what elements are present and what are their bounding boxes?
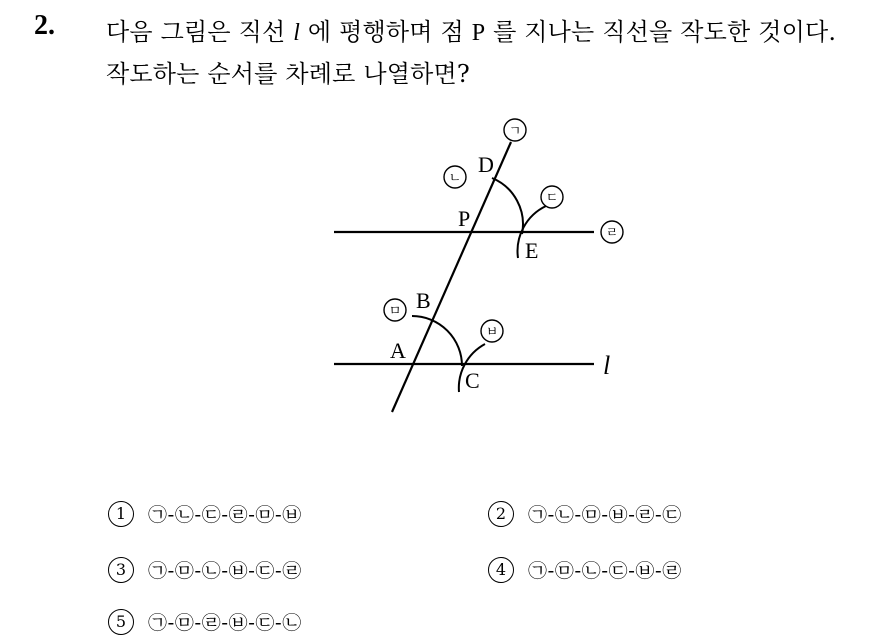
step-marker-b — [481, 320, 503, 342]
step-marker-d — [541, 186, 563, 208]
arc-at-a — [412, 316, 462, 366]
option-3-number: 3 — [108, 557, 134, 583]
point-e-label: E — [525, 238, 539, 263]
step-marker-n-text: ㄴ — [448, 170, 462, 185]
point-p-label: P — [458, 206, 471, 231]
point-b-label: B — [416, 288, 431, 313]
option-2-number: 2 — [488, 501, 514, 527]
step-marker-d-text: ㄷ — [545, 190, 559, 205]
point-c-label: C — [465, 368, 480, 393]
option-5-number: 5 — [108, 609, 134, 635]
line-l-label: l — [603, 351, 611, 380]
step-marker-n — [444, 166, 466, 188]
point-variable: P — [471, 20, 486, 46]
option-1[interactable] — [108, 500, 302, 527]
option-1-sequence: ㉠-㉡-㉢-㉣-㉤-㉥ — [148, 504, 302, 526]
question-text-a: 다음 그림은 직선 — [106, 18, 294, 46]
question-number: 2. — [34, 10, 55, 41]
option-4-number: 4 — [488, 557, 514, 583]
question-text-c: 를 지나는 직선을 작도한 것이다. — [485, 18, 837, 46]
option-4-sequence: ㉠-㉤-㉡-㉢-㉥-㉣ — [528, 560, 682, 582]
option-2-sequence: ㉠-㉡-㉤-㉥-㉣-㉢ — [528, 504, 682, 526]
option-5-sequence: ㉠-㉤-㉣-㉥-㉢-㉡ — [148, 612, 302, 634]
option-2[interactable] — [488, 500, 682, 527]
option-5[interactable] — [108, 608, 302, 635]
line-variable: l — [293, 20, 301, 46]
step-marker-b-text: ㅂ — [485, 324, 499, 339]
step-marker-r — [601, 221, 623, 243]
step-marker-r-text: ㄹ — [605, 225, 619, 240]
question-text-b: 에 평행하며 점 — [300, 18, 472, 46]
step-marker-g-text: ㄱ — [508, 123, 522, 138]
question-text-line1 — [106, 12, 836, 47]
option-4[interactable] — [488, 556, 682, 583]
option-3[interactable] — [108, 556, 302, 583]
point-d-label: D — [478, 152, 494, 177]
step-marker-g — [504, 119, 526, 141]
option-1-number: 1 — [108, 501, 134, 527]
option-3-sequence: ㉠-㉤-㉡-㉥-㉢-㉣ — [148, 560, 302, 582]
question-text-line2: 작도하는 순서를 차례로 나열하면? — [106, 60, 470, 88]
point-a-label: A — [390, 338, 406, 363]
step-marker-m-text: ㅁ — [388, 303, 402, 318]
construction-figure — [320, 110, 650, 415]
arc-at-p — [492, 178, 523, 234]
step-marker-m — [384, 299, 406, 321]
